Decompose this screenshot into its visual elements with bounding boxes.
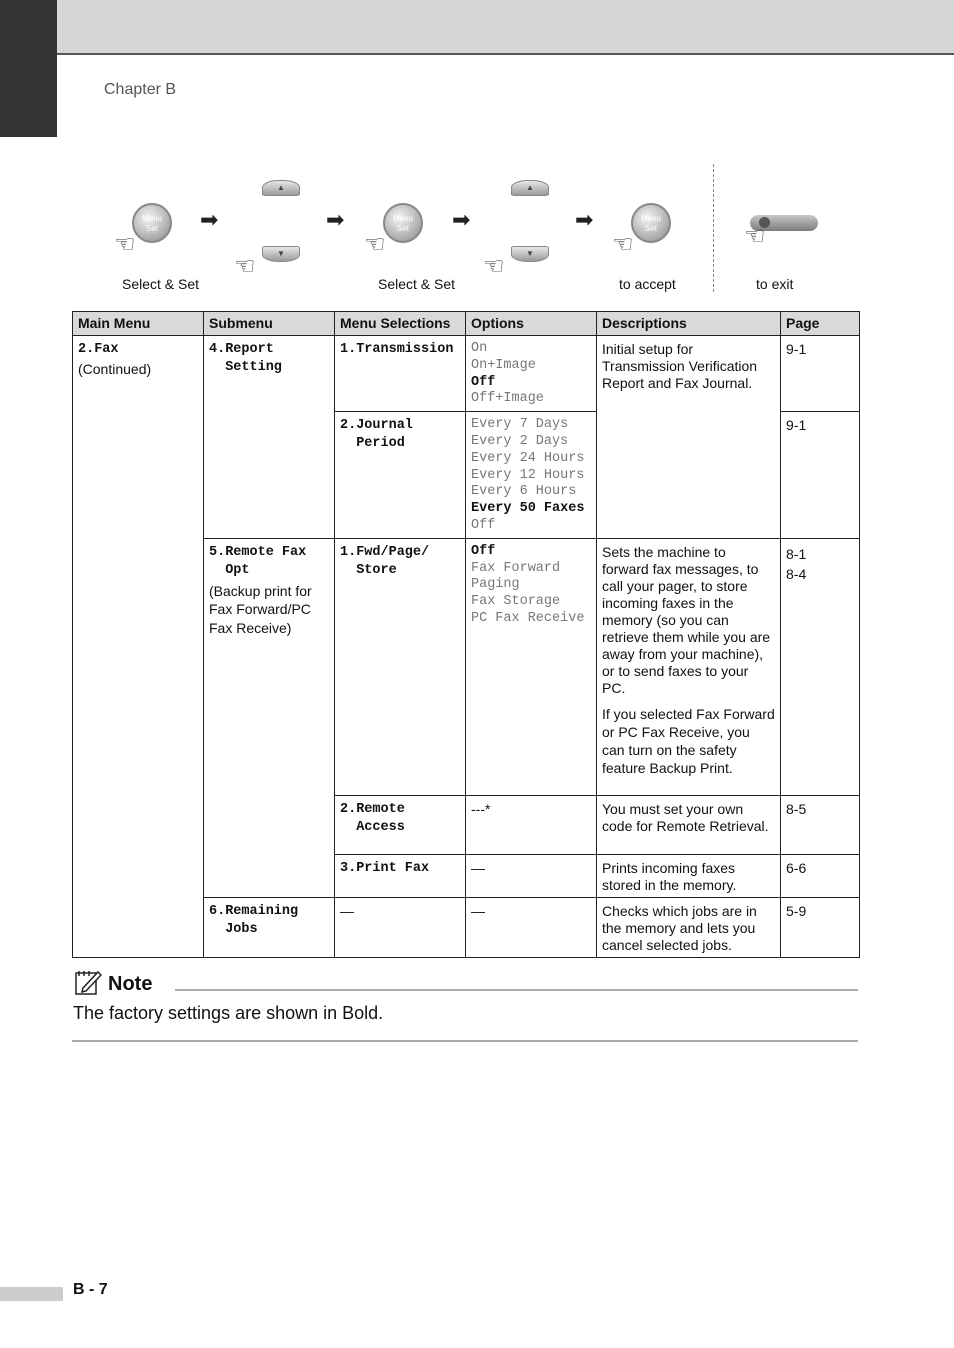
- option-value: Every 7 Days: [471, 417, 569, 433]
- options-cell: [466, 538, 597, 795]
- main-menu-sub: (Continued): [78, 361, 152, 377]
- right-arrow-icon: ➡: [452, 207, 471, 232]
- option-value: Off: [471, 517, 496, 533]
- header-bar: [0, 0, 954, 55]
- options-list: [471, 341, 591, 408]
- right-arrow-icon: ➡: [200, 207, 219, 232]
- footer-bar: [0, 1287, 63, 1301]
- menu-set-button-icon: Menu Set: [132, 203, 172, 243]
- menu-set-button-icon: Menu Set: [631, 203, 671, 243]
- chapter-label: Chapter B: [104, 81, 177, 98]
- selection-cell: [335, 336, 466, 412]
- selection-label: 1.Fwd/Page/ Store: [340, 544, 430, 578]
- option-value: Every 12 Hours: [471, 467, 585, 483]
- note-title: Note: [108, 973, 153, 995]
- column-header: Menu Selections: [335, 312, 466, 336]
- pointing-hand-icon: ☜: [234, 253, 256, 280]
- note-pencil-icon: [74, 968, 102, 996]
- right-arrow-icon: ➡: [326, 207, 345, 232]
- page-number: B - 7: [73, 1281, 108, 1298]
- page-cell: 8-1 8-4: [781, 538, 860, 795]
- menu-set-button-icon: Menu Set: [383, 203, 423, 243]
- key-sequence-diagram: [72, 160, 858, 300]
- selection-label: 2.Remote Access: [340, 801, 405, 835]
- description-cell: You must set your own code for Remote Retrieval.: [597, 795, 781, 854]
- options-cell: —: [466, 897, 597, 957]
- note-text: The factory settings are shown in Bold.: [73, 1003, 384, 1023]
- page-cell: 5-9: [781, 897, 860, 957]
- submenu-label: 4.Report Setting: [209, 342, 282, 375]
- pointing-hand-icon: ☜: [612, 231, 634, 258]
- options-cell: —: [466, 854, 597, 897]
- column-header: Options: [466, 312, 597, 336]
- description-text: If you selected Fax Forward or PC Fax Receive, you can turn on the safety feature Backup Print.: [602, 705, 775, 776]
- selection-label: 3.Print Fax: [340, 860, 430, 876]
- page-cell: 8-5: [781, 795, 860, 854]
- submenu-note: (Backup print for Fax Forward/PC Fax Receive): [209, 582, 312, 636]
- selection-cell: [335, 538, 466, 795]
- options-cell: [466, 336, 597, 412]
- caption-select-set: Select & Set: [378, 276, 456, 292]
- option-value: PC Fax Receive: [471, 610, 585, 626]
- options-cell: ---*: [466, 795, 597, 854]
- selection-cell: [335, 854, 466, 897]
- pointing-hand-icon: ☜: [744, 223, 766, 250]
- column-header: Main Menu: [73, 312, 204, 336]
- note-rule: [72, 1040, 858, 1042]
- option-value: On: [471, 341, 488, 356]
- option-value: Paging: [471, 577, 520, 593]
- table-header-row: [73, 312, 860, 336]
- note-rule: [175, 989, 858, 991]
- table-row: [73, 336, 860, 412]
- up-arrow-key-icon: ▲: [262, 180, 300, 196]
- up-arrow-key-icon: ▲: [511, 180, 549, 196]
- selection-cell: [335, 795, 466, 854]
- caption-to-accept: to accept: [619, 276, 676, 292]
- down-arrow-key-icon: ▼: [511, 246, 549, 262]
- option-value: Fax Forward: [471, 560, 561, 576]
- selection-cell: —: [335, 897, 466, 957]
- main-menu-label: 2.Fax: [78, 342, 119, 357]
- right-arrow-icon: ➡: [575, 207, 594, 232]
- column-header: Page: [781, 312, 860, 336]
- option-value: Off: [471, 543, 496, 559]
- description-text: Sets the machine to forward fax messages, to call your pager, to store incoming faxes in the memory (so you can retrieve them while you are away from your machine), or to send faxes to your PC.: [602, 543, 771, 696]
- chapter-tab: [0, 0, 57, 137]
- submenu-cell: [204, 897, 335, 957]
- option-value: Fax Storage: [471, 594, 561, 610]
- main-menu-cell: [73, 336, 204, 958]
- submenu-label: 5.Remote Fax Opt: [209, 544, 307, 578]
- option-value: Off: [471, 374, 496, 390]
- options-cell: [466, 412, 597, 539]
- description-text: Initial setup for Transmission Verification Report and Fax Journal.: [602, 341, 758, 391]
- option-value: Every 24 Hours: [471, 450, 585, 466]
- options-list: [471, 417, 591, 535]
- options-list: [471, 544, 591, 628]
- page-cell: 6-6: [781, 854, 860, 897]
- description-cell: [597, 538, 781, 795]
- column-header: Descriptions: [597, 312, 781, 336]
- option-value: Every 6 Hours: [471, 484, 577, 500]
- page-cell: 9-1: [781, 336, 860, 412]
- column-header: Submenu: [204, 312, 335, 336]
- submenu-cell: [204, 538, 335, 897]
- pointing-hand-icon: ☜: [114, 231, 136, 258]
- description-cell: [597, 336, 781, 539]
- page-cell: 9-1: [781, 412, 860, 539]
- selection-label: 2.Journal Period: [340, 418, 413, 452]
- menu-table: [72, 311, 860, 958]
- selection-cell: [335, 412, 466, 539]
- option-value: Every 50 Faxes: [471, 501, 585, 517]
- caption-to-exit: to exit: [756, 276, 794, 292]
- submenu-label: 6.Remaining Jobs: [209, 903, 299, 937]
- submenu-cell: [204, 336, 335, 539]
- down-arrow-key-icon: ▼: [262, 246, 300, 262]
- option-value: On+Image: [471, 357, 536, 373]
- option-value: Every 2 Days: [471, 433, 569, 449]
- description-cell: Checks which jobs are in the memory and lets you cancel selected jobs.: [597, 897, 781, 957]
- selection-label: 1.Transmission: [340, 342, 454, 357]
- divider: [713, 164, 714, 292]
- caption-select-set: Select & Set: [122, 276, 200, 292]
- description-cell: Prints incoming faxes stored in the memory.: [597, 854, 781, 897]
- option-value: Off+Image: [471, 391, 544, 407]
- pointing-hand-icon: ☜: [483, 253, 505, 280]
- pointing-hand-icon: ☜: [364, 231, 386, 258]
